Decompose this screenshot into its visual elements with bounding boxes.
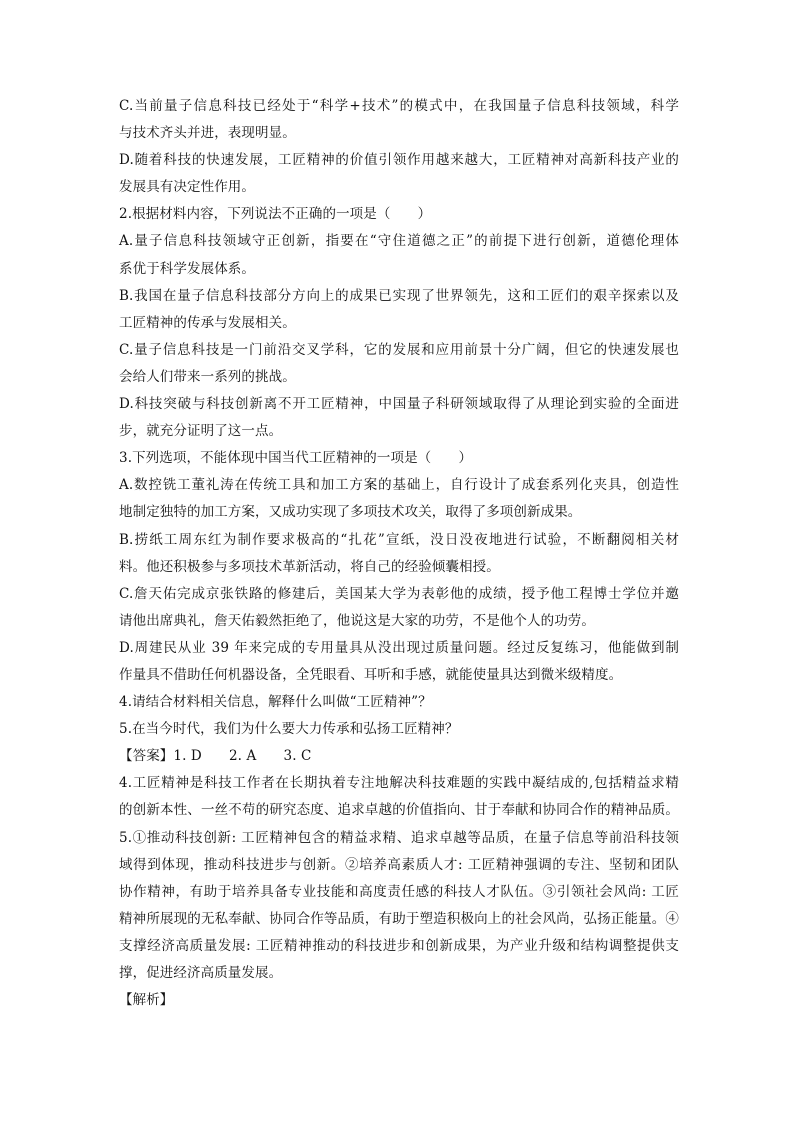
option-d-q1-line-2: 发展具有决定性作用。 [119, 179, 255, 196]
option-b-q2-line-1: B.我国在量子信息科技部分方向上的成果已实现了世界领先，这和工匠们的艰辛探索以及 [119, 287, 679, 304]
analysis-heading: 【解析】 [119, 992, 174, 1009]
option-d-q1-line-1: D.随着科技的快速发展，工匠精神的价值引领作用越来越大，工匠精神对高新科技产业的 [119, 152, 679, 169]
option-b-q3-line-2: 料。他还积极参与多项技术革新活动，将自己的经验倾囊相授。 [119, 558, 500, 575]
question-3: 3.下列选项，不能体现中国当代工匠精神的一项是（ ） [119, 450, 473, 467]
option-a-q2-line-1: A.量子信息科技领域守正创新，指要在“守住道德之正”的前提下进行创新，道德伦理体 [119, 233, 679, 250]
answer-4-line-2: 的创新本性、一丝不苟的研究态度、追求卓越的价值指向、甘于奉献和协同合作的精神品质。 [119, 802, 679, 819]
option-c-q2-line-2: 会给人们带来一系列的挑战。 [119, 368, 296, 385]
answer-5-line-4: 精神所展现的无私奉献、协同合作等品质，有助于塑造积极向上的社会风尚，弘扬正能量。④ [119, 910, 679, 927]
option-a-q3-line-2: 地制定独特的加工方案，又成功实现了多项技术攻关，取得了多项创新成果。 [119, 504, 582, 521]
option-c-q1-line-2: 与技术齐头并进，表现明显。 [119, 125, 296, 142]
question-2: 2.根据材料内容，下列说法不正确的一项是（ ） [119, 206, 432, 223]
option-d-q3-line-1: D.周建民从业 39 年来完成的专用量具从没出现过质量问题。经过反复练习，他能做到制 [119, 639, 679, 656]
option-c-q1-line-1: C.当前量子信息科技已经处于“科学+技术”的模式中，在我国量子信息科技领域，科学 [119, 98, 679, 114]
option-b-q3-line-1: B.捞纸工周东红为制作要求极高的“扎花”宣纸，没日没夜地进行试验，不断翻阅相关材 [119, 531, 679, 548]
answer-5-line-1: 5.①推动科技创新: 工匠精神包含的精益求精、追求卓越等品质，在量子信息等前沿科技领 [119, 829, 679, 846]
option-d-q3-line-2: 作量具不借助任何机器设备，全凭眼看、耳听和手感，就能使量具达到微米级精度。 [119, 666, 623, 683]
answer-4-line-1: 4.工匠精神是科技工作者在长期执着专注地解决科技难题的实践中凝结成的,包括精益求精 [119, 775, 679, 792]
question-4: 4.请结合材料相关信息，解释什么叫做“工匠精神”？ [119, 694, 432, 711]
option-c-q2-line-1: C.量子信息科技是一门前沿交叉学科，它的发展和应用前景十分广阔，但它的快速发展也 [119, 341, 679, 358]
option-d-q2-line-2: 步，就充分证明了这一点。 [119, 423, 283, 440]
option-c-q3-line-1: C.詹天佑完成京张铁路的修建后，美国某大学为表彰他的成绩，授予他工程博士学位并邀 [119, 585, 679, 602]
answer-5-line-6: 撑，促进经济高质量发展。 [119, 965, 283, 981]
option-c-q3-line-2: 请他出席典礼，詹天佑毅然拒绝了，他说这是大家的功劳，不是他个人的功劳。 [119, 612, 595, 629]
option-d-q2-line-1: D.科技突破与科技创新离不开工匠精神，中国量子科研领域取得了从理论到实验的全面进 [119, 396, 679, 413]
page-content [119, 93, 679, 1014]
option-a-q2-line-2: 系优于科学发展体系。 [119, 260, 255, 277]
answer-5-line-3: 协作精神，有助于培养具备专业技能和高度责任感的科技人才队伍。③引领社会风尚: 工匠 [119, 883, 679, 900]
option-b-q2-line-2: 工匠精神的传承与发展相关。 [119, 314, 296, 331]
answer-heading: 【答案】1. D 2. A 3. C [119, 748, 312, 765]
question-5: 5.在当今时代，我们为什么要大力传承和弘扬工匠精神？ [119, 721, 459, 738]
answer-5-line-2: 域得到体现，推动科技进步与创新。②培养高素质人才: 工匠精神强调的专注、坚韧和团队 [119, 856, 679, 873]
answer-5-line-5: 支撑经济高质量发展: 工匠精神推动的科技进步和创新成果，为产业升级和结构调整提供支 [119, 937, 679, 954]
option-a-q3-line-1: A.数控铣工董礼涛在传统工具和加工方案的基础上，自行设计了成套系列化夹具，创造性 [119, 477, 679, 494]
